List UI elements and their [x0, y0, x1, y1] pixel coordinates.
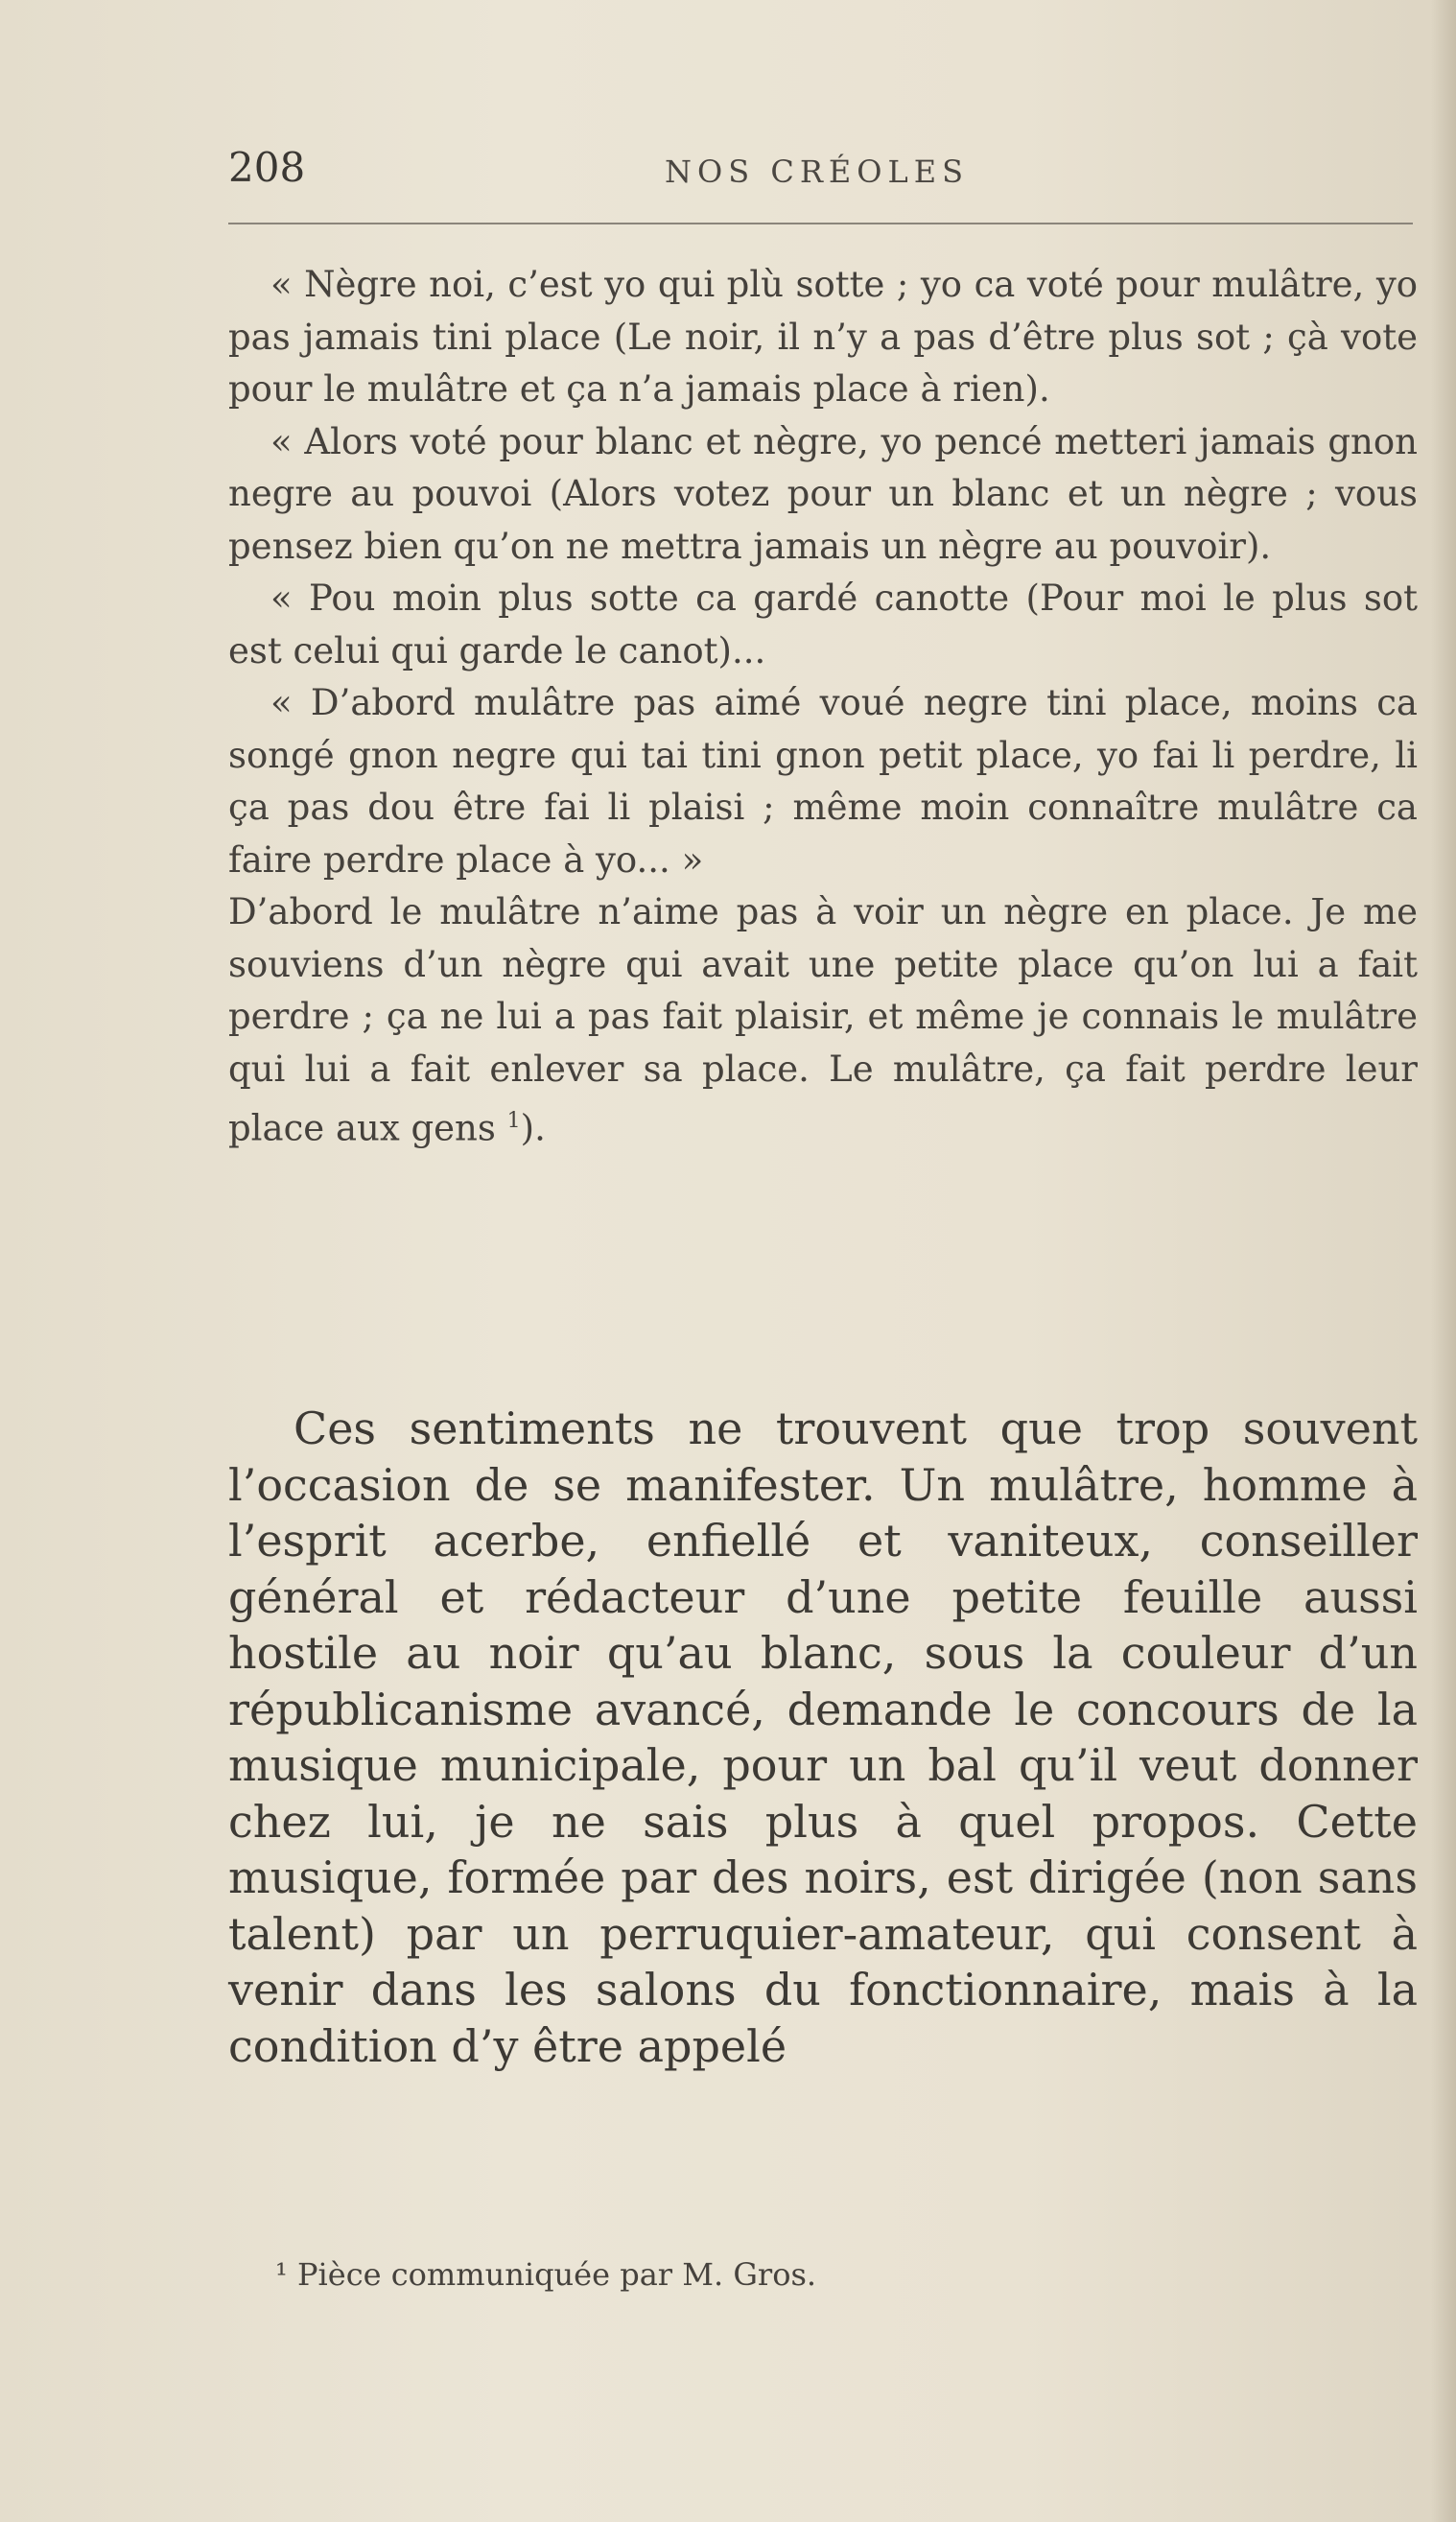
page-header	[228, 144, 1408, 201]
translation-end: ).	[520, 1107, 546, 1149]
running-title: NOS CRÉOLES	[665, 153, 970, 190]
main-text	[228, 1401, 1418, 2074]
footnote-marker: 1	[506, 1109, 521, 1133]
quote-translation	[228, 886, 1418, 1155]
creole-quotation	[228, 259, 1418, 1155]
quote-paragraph-4: « D’abord mulâtre pas aimé voué negre tini place, moins ca songé gnon negre qui tai tini gnon petit place, yo fai li perdre, li ça pas dou être fai li plaisi ; même moin connaître mulâtre ca faire perdre place à yo... »	[228, 682, 1418, 881]
quote-paragraph-1: « Nègre noi, c’est yo qui plù sotte ; yo ca voté pour mulâtre, yo pas jamais tini place (Le noir, il n’y a pas d’être plus sot ; çà vote pour le mulâtre et ça n’a jamais place à rien).	[228, 264, 1418, 410]
footnote: ¹ Pièce communiquée par M. Gros.	[275, 2256, 817, 2293]
page-number: 208	[228, 144, 306, 191]
quote-paragraph-2: « Alors voté pour blanc et nègre, yo pencé metteri jamais gnon negre au pouvoi (Alors votez pour un blanc et un nègre ; vous pensez bien qu’on ne mettra jamais un nègre au pouvoir).	[228, 420, 1418, 567]
quote-paragraph-3: « Pou moin plus sotte ca gardé canotte (Pour moi le plus sot est celui qui garde le canot)...	[228, 577, 1418, 672]
body-paragraph: Ces sentiments ne trouvent que trop souvent l’occasion de se manifester. Un mulâtre, homme à l’esprit acerbe, enfiellé et vaniteux, conseiller général et rédacteur d’une petite feuille aussi hostile au noir qu’au blanc, sous la couleur d’un républicanisme avancé, demande le concours de la musique municipale, pour un bal qu’il veut donner chez lui, je ne sais plus à quel propos. Cette musique, formée par des noirs, est dirigée (non sans talent) par un perruquier-amateur, qui consent à venir dans les salons du fonctionnaire, mais à la condition d’y être appelé	[228, 1402, 1418, 2072]
translation-text: D’abord le mulâtre n’aime pas à voir un nègre en place. Je me souviens d’un nègre qui avait une petite place qu’on lui a fait perdre ; ça ne lui a pas fait plaisir, et même je connais le mulâtre qui lui a fait enlever sa place. Le mulâtre, ça fait perdre leur place aux gens	[228, 891, 1418, 1149]
header-rule	[228, 223, 1413, 224]
page-edge-shadow	[1431, 0, 1456, 2522]
